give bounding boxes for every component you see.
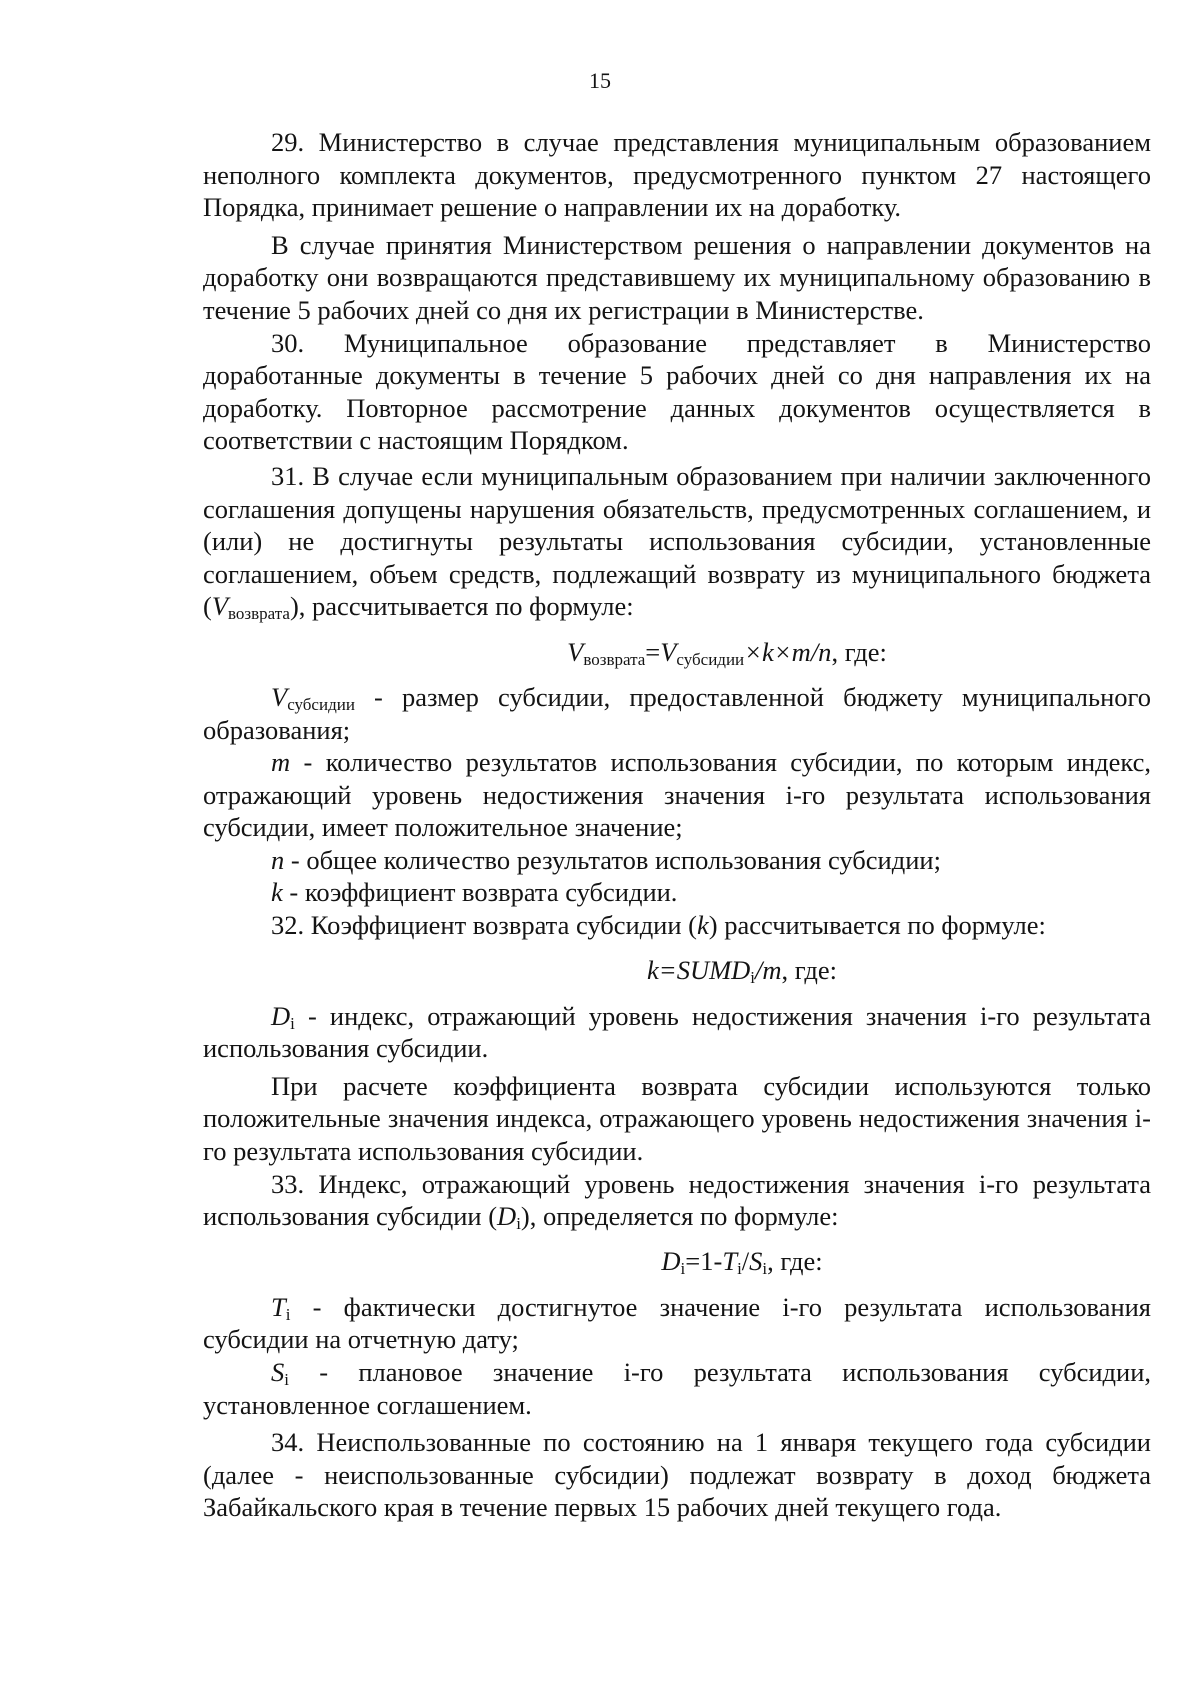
definition-d (203, 1000, 1151, 1065)
formula-1-v: V (567, 636, 584, 667)
def-vsub-sub: субсидии (287, 694, 355, 714)
formula-3-tail: , где: (767, 1245, 823, 1276)
paragraph-33-sub: i (516, 1214, 521, 1234)
formula-1-v2-sub: субсидии (676, 649, 745, 669)
paragraph-29: 29. Министерство в случае представления муниципальным образованием неполного комплекта документов, предусмотренного пунктом 27 настоящего Порядка, принимает решение о направлении их на доработку. (203, 127, 1151, 223)
paragraph-31-tail: ), рассчитывается по формуле: (289, 591, 634, 622)
definition-s (203, 1356, 1151, 1421)
def-k-text: - коэффициент возврата субсидии. (282, 877, 678, 908)
def-s-sub: i (284, 1370, 289, 1389)
paragraph-33-var: D (497, 1201, 517, 1232)
def-t-var: T (271, 1291, 286, 1322)
paragraph-31 (203, 460, 1151, 623)
formula-2-sub: i (750, 967, 756, 987)
formula-3-s-sub: i (762, 1258, 768, 1278)
def-vsub-text: - размер субсидии, предоставленной бюджету муниципального образования; (203, 681, 1151, 745)
paragraph-33-text: 33. Индекс, отражающий уровень недостижения значения i-го результата использования субсидии ( (203, 1168, 1151, 1232)
page-number: 15 (589, 68, 611, 93)
paragraph-32-text: 32. Коэффициент возврата субсидии ( (271, 910, 697, 941)
def-s-text: - плановое значение i-го результата использования субсидии, установленное соглашением. (203, 1357, 1151, 1420)
formula-1-v-sub: возврата (583, 649, 646, 669)
def-t-text: - фактически достигнутое значение i-го результата использования субсидии на отчетную дату; (203, 1291, 1151, 1355)
def-d-sub: i (290, 1013, 295, 1033)
formula-3-t: T (722, 1245, 738, 1276)
formula-2-tail: , где: (781, 954, 837, 985)
paragraph-30: 30. Муниципальное образование представляет в Министерство доработанные документы в течение 5 рабочих дней со дня направления их на доработку. Повторное рассмотрение данных документов осуществляется в соответствии с настоящим Порядком. (203, 327, 1151, 456)
formula-2-lhs: k=SUMD (647, 954, 751, 985)
definition-t (203, 1291, 1151, 1356)
def-vsub-var: V (271, 681, 288, 712)
paragraph-31-sub: возврата (228, 604, 290, 624)
paragraph-32-positive-values: При расчете коэффициента возврата субсидии используются только положительные значения индекса, отражающего уровень недостижения значения i-го результата использования субсидии. (203, 1070, 1151, 1167)
document-body (203, 126, 1151, 1524)
paragraph-31-text: 31. В случае если муниципальным образованием при наличии заключенного соглашения допущены нарушения обязательств, предусмотренных соглашением, и (или) не достигнуты результаты использования субсидии, установленные соглашением, объем средств, подлежащий возврату из муниципального бюджета ( (203, 460, 1151, 622)
definition-n (203, 844, 1151, 877)
def-m-text: - количество результатов использования субсидии, по которым индекс, отражающий уровень недостижения значения i-го результата использования субсидии, имеет положительное значение; (203, 747, 1151, 843)
definition-k (203, 876, 1151, 909)
definition-v-subsidy (203, 681, 1151, 746)
paragraph-32 (203, 909, 1151, 942)
def-n-var: n (271, 844, 285, 875)
formula-return-volume (203, 636, 1151, 668)
paragraph-32-tail: ) рассчитывается по формуле: (708, 910, 1046, 941)
formula-index (203, 1245, 1151, 1277)
formula-3-d-sub: i (680, 1258, 686, 1278)
paragraph-33-tail: ), определяется по формуле: (520, 1201, 839, 1232)
formula-1-v2: V (660, 636, 677, 667)
formula-3-t-sub: i (737, 1258, 742, 1278)
formula-2-rest: /m (755, 954, 782, 985)
definition-m (203, 746, 1151, 844)
paragraph-32-var: k (697, 910, 709, 941)
formula-3-mid: =1- (685, 1245, 723, 1276)
paragraph-34: 34. Неиспользованные по состоянию на 1 января текущего года субсидии (далее - неиспользованные субсидии) подлежат возврату в доход бюджета Забайкальского края в течение первых 15 рабочих дней текущего года. (203, 1427, 1151, 1523)
def-s-var: S (271, 1357, 285, 1387)
def-d-text: - индекс, отражающий уровень недостижения значения i-го результата использования субсидии. (203, 1000, 1151, 1064)
formula-1-eq: = (645, 636, 661, 667)
def-t-sub: i (285, 1304, 291, 1324)
formula-3-s: S (749, 1245, 763, 1276)
paragraph-29-return: В случае принятия Министерством решения о направлении документов на доработку они возвращаются представившему их муниципальному образованию в течение 5 рабочих дней со дня их регистрации в Министерстве. (203, 229, 1151, 325)
formula-3-d: D (661, 1245, 681, 1276)
formula-1-tail: , где: (831, 636, 887, 667)
def-n-text: - общее количество результатов использования субсидии; (284, 844, 941, 875)
formula-coefficient (203, 954, 1151, 986)
paragraph-33 (203, 1168, 1151, 1233)
formula-1-rest: ×k×m/n (744, 636, 832, 667)
def-m-var: m (271, 747, 291, 778)
def-k-var: k (271, 877, 283, 908)
formula-3-slash: / (741, 1245, 750, 1276)
def-d-var: D (271, 1000, 291, 1031)
paragraph-31-var: V (211, 591, 229, 622)
